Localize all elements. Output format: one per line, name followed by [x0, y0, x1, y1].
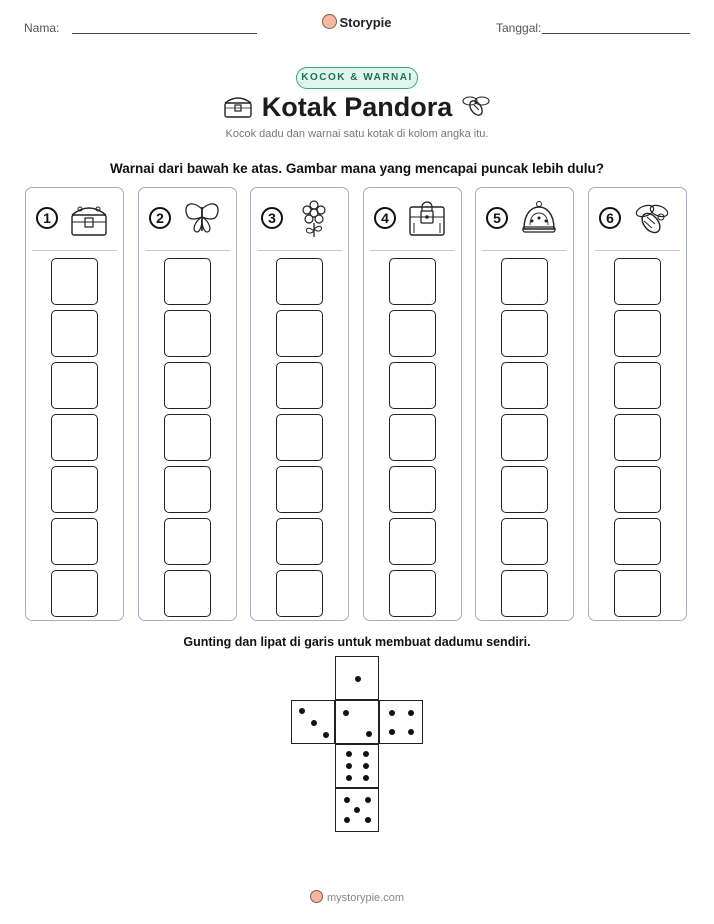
color-box[interactable]	[51, 466, 98, 513]
color-box[interactable]	[501, 258, 548, 305]
dice-pip	[346, 763, 352, 769]
color-box[interactable]	[389, 362, 436, 409]
column-3	[250, 187, 349, 621]
dice-pip	[299, 708, 305, 714]
column-number: 3	[261, 207, 283, 229]
color-box[interactable]	[501, 310, 548, 357]
color-box[interactable]	[164, 258, 211, 305]
date-line	[542, 33, 690, 34]
crown-icon	[518, 199, 560, 239]
color-box[interactable]	[501, 466, 548, 513]
subtitle: Kocok dadu dan warnai satu kotak di kolom angka itu.	[225, 128, 489, 140]
instruction: Warnai dari bawah ke atas. Gambar mana yang mencapai puncak lebih dulu?	[110, 161, 604, 176]
color-box[interactable]	[501, 518, 548, 565]
color-box[interactable]	[614, 362, 661, 409]
dice-pip	[389, 729, 395, 735]
page-title: Kotak Pandora	[261, 92, 453, 122]
color-box[interactable]	[51, 518, 98, 565]
color-box[interactable]	[389, 258, 436, 305]
dice-face-4	[379, 700, 423, 744]
name-label: Nama:	[24, 21, 60, 35]
color-box[interactable]	[276, 414, 323, 461]
bee-icon	[631, 199, 673, 239]
color-box[interactable]	[276, 466, 323, 513]
color-box[interactable]	[614, 570, 661, 617]
color-box[interactable]	[164, 518, 211, 565]
dice-face-6	[335, 744, 379, 788]
color-box[interactable]	[164, 414, 211, 461]
bear-icon	[310, 890, 323, 903]
brand-name: Storypie	[339, 15, 392, 30]
color-box[interactable]	[389, 466, 436, 513]
dice-pip	[365, 817, 371, 823]
color-box[interactable]	[614, 414, 661, 461]
dice-face-2	[335, 700, 379, 744]
dice-net[interactable]	[290, 656, 426, 836]
color-box[interactable]	[614, 466, 661, 513]
cut-instruction: Gunting dan lipat di garis untuk membuat dadumu sendiri.	[183, 635, 531, 649]
dice-pip	[346, 775, 352, 781]
name-line	[72, 33, 257, 34]
color-box[interactable]	[389, 414, 436, 461]
dice-pip	[366, 731, 372, 737]
color-box[interactable]	[501, 414, 548, 461]
color-box[interactable]	[51, 414, 98, 461]
color-box[interactable]	[164, 310, 211, 357]
dice-pip	[343, 710, 349, 716]
dice-pip	[311, 720, 317, 726]
treasure-chest-icon	[68, 199, 110, 239]
activity-badge: KOCOK & WARNAI	[296, 67, 418, 89]
dice-pip	[363, 751, 369, 757]
flower-icon	[293, 199, 335, 239]
color-box[interactable]	[614, 310, 661, 357]
locked-chest-icon	[406, 199, 448, 239]
column-2	[138, 187, 237, 621]
column-1	[25, 187, 124, 621]
color-box[interactable]	[389, 518, 436, 565]
brand-logo	[0, 14, 714, 30]
dice-pip	[408, 710, 414, 716]
color-box[interactable]	[276, 258, 323, 305]
dice-pip	[344, 817, 350, 823]
column-number: 4	[374, 207, 396, 229]
bear-icon	[322, 14, 337, 29]
color-box[interactable]	[51, 310, 98, 357]
column-number: 2	[149, 207, 171, 229]
dice-pip	[389, 710, 395, 716]
color-box[interactable]	[276, 570, 323, 617]
date-label: Tanggal:	[496, 21, 542, 35]
column-number: 1	[36, 207, 58, 229]
color-box[interactable]	[164, 570, 211, 617]
color-box[interactable]	[164, 362, 211, 409]
dice-pip	[408, 729, 414, 735]
column-5	[475, 187, 574, 621]
bee-icon	[460, 93, 492, 119]
butterfly-icon	[181, 199, 223, 239]
dice-pip	[355, 676, 361, 682]
footer-url[interactable]: mystorypie.com	[326, 892, 405, 904]
color-box[interactable]	[389, 310, 436, 357]
dice-pip	[346, 751, 352, 757]
dice-face-3	[291, 700, 335, 744]
dice-pip	[363, 775, 369, 781]
color-box[interactable]	[614, 518, 661, 565]
dice-pip	[344, 797, 350, 803]
column-6	[588, 187, 687, 621]
dice-pip	[354, 807, 360, 813]
color-box[interactable]	[276, 362, 323, 409]
dice-pip	[323, 732, 329, 738]
dice-face-5	[335, 788, 379, 832]
color-box[interactable]	[51, 570, 98, 617]
dice-pip	[365, 797, 371, 803]
dice-face-1	[335, 656, 379, 700]
column-number: 5	[486, 207, 508, 229]
color-box[interactable]	[501, 362, 548, 409]
color-box[interactable]	[501, 570, 548, 617]
color-box[interactable]	[276, 310, 323, 357]
dice-pip	[363, 763, 369, 769]
color-box[interactable]	[51, 362, 98, 409]
color-box[interactable]	[389, 570, 436, 617]
column-number: 6	[599, 207, 621, 229]
color-box[interactable]	[276, 518, 323, 565]
color-box[interactable]	[51, 258, 98, 305]
color-box[interactable]	[614, 258, 661, 305]
footer	[0, 890, 714, 904]
color-box[interactable]	[164, 466, 211, 513]
column-4	[363, 187, 462, 621]
